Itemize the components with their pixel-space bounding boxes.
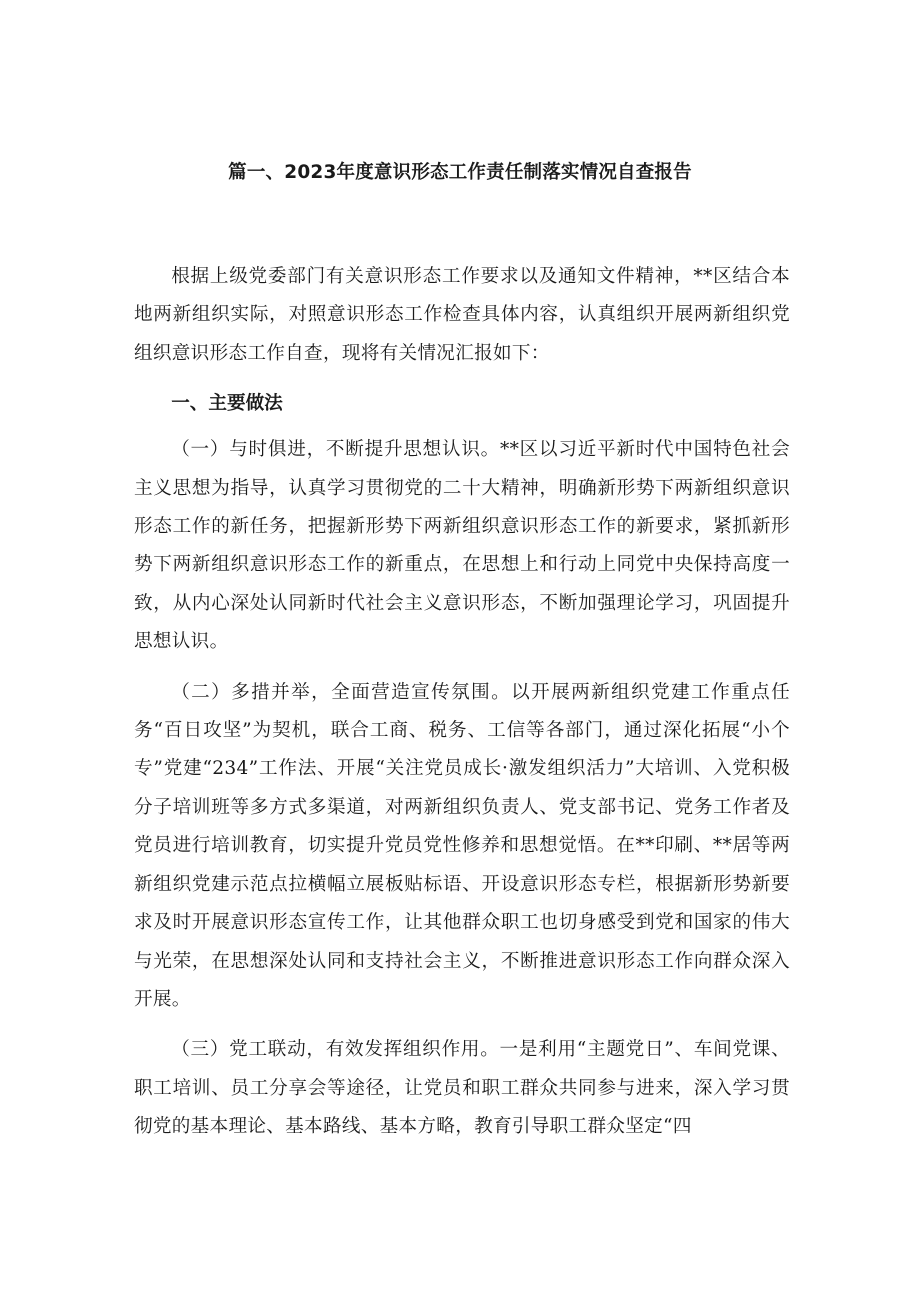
document-title: 篇一、2023年度意识形态工作责任制落实情况自查报告 [228, 162, 692, 183]
document-body [134, 258, 790, 1159]
paragraph-2: （二）多措并举，全面营造宣传氛围。以开展两新组织党建工作重点任务“百日攻坚”为契机，联合工商、税务、工信等各部门，通过深化拓展“小个专”党建“234”工作法、开展“关注党员成长·激发组织活力”大培训、入党积极分子培训班等多方式多渠道，对两新组织负责人、党支部书记、党务工作者及党员进行培训教育，切实提升党员党性修养和思想觉悟。在**印刷、**居等两新组织党建示范点拉横幅立展板贴标语、开设意识形态专栏，根据新形势新要求及时开展意识形态宣传工作，让其他群众职工也切身感受到党和国家的伟大与光荣，在思想深处认同和支持社会主义，不断推进意识形态工作向群众深入开展。 [134, 681, 790, 1010]
paragraph-1: （一）与时俱进，不断提升思想认识。**区以习近平新时代中国特色社会主义思想为指导，认真学习贯彻党的二十大精神，明确新形势下两新组织意识形态工作的新任务，把握新形势下两新组织意识形态工作的新要求，紧抓新形势下两新组织意识形态工作的新重点，在思想上和行动上同党中央保持高度一致，从内心深处认同新时代社会主义意识形态，不断加强理论学习，巩固提升思想认识。 [134, 439, 790, 653]
section-heading-main-practices: 一、主要做法 [171, 393, 283, 415]
paragraph-3: （三）党工联动，有效发挥组织作用。一是利用“主题党日”、车间党课、职工培训、员工分享会等途径，让党员和职工群众共同参与进来，深入学习贯彻党的基本理论、基本路线、基本方略，教育引导职工群众坚定“四 [134, 1039, 790, 1138]
intro-paragraph: 根据上级党委部门有关意识形态工作要求以及通知文件精神，**区结合本地两新组织实际，对照意识形态工作检查具体内容，认真组织开展两新组织党组织意识形态工作自查，现将有关情况汇报如下： [134, 266, 790, 364]
